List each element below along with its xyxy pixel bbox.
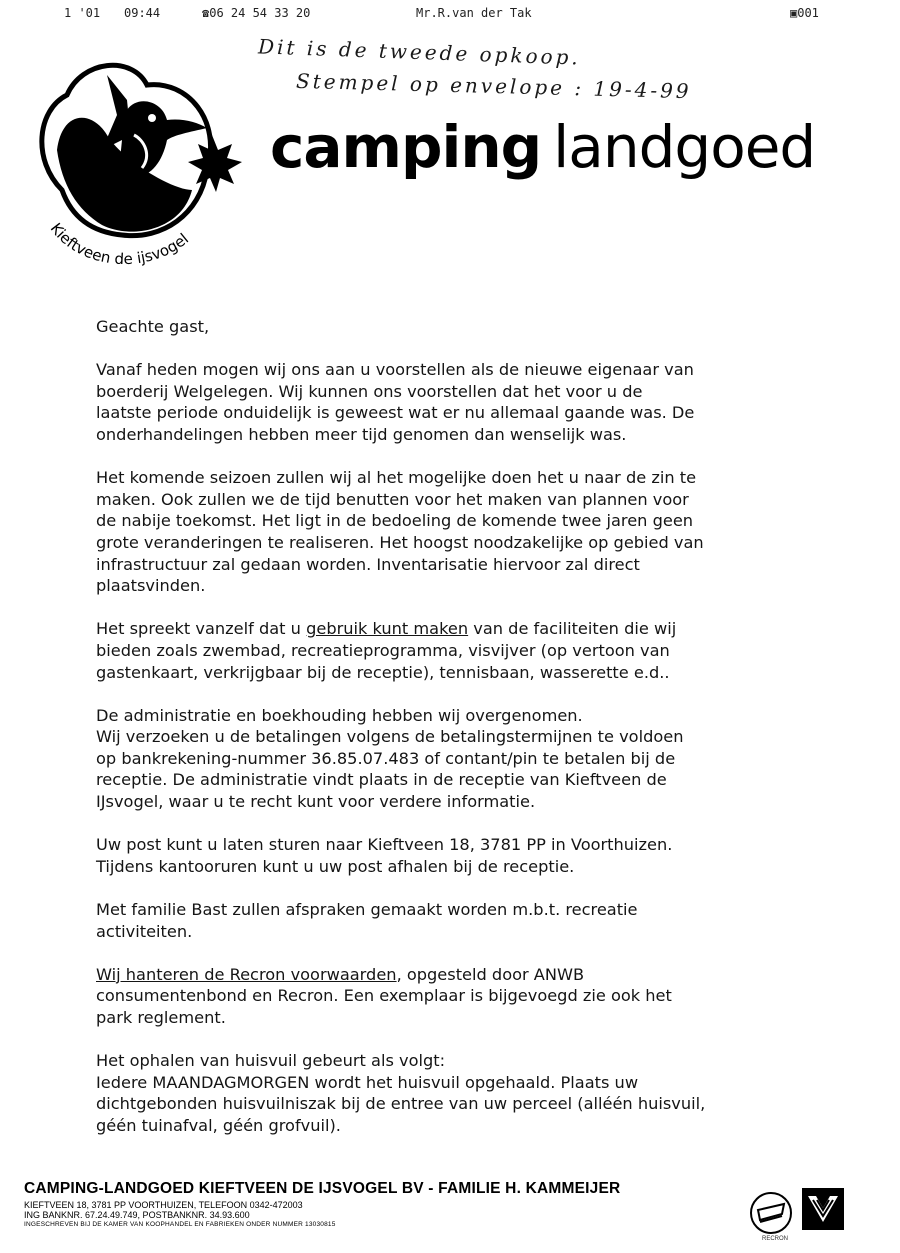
paragraph-recreation: Met familie Bast zullen afspraken gemaakt worden m.b.t. recreatie activiteiten. (96, 900, 638, 941)
paragraph-post: Uw post kunt u laten sturen naar Kieftveen 18, 3781 PP in Voorthuizen. Tijdens kantooruren kunt u uw post afhalen bij de receptie. (96, 835, 673, 876)
facilities-text-b: van de faciliteiten die wij bieden zoals zwembad, recreatieprogramma, visvijver (op vertoon van gastenkaart, verkrijgbaar bij de receptie), tennisbaan, wasserette e.d.. (96, 619, 677, 682)
vvv-badge-icon (800, 1186, 846, 1232)
fax-time: 09:44 (124, 6, 161, 20)
paragraph-administration: De administratie en boekhouding hebben wij overgenomen. Wij verzoeken u de betalingen volgens de betalingstermijnen te voldoen op bankrekening-nummer 36.85.07.483 of contant/pin te betalen bij de receptie. De administratie vindt plaats in de receptie van Kieftveen de IJsvogel, waar u te recht kunt voor verdere informatie. (96, 705, 684, 812)
paragraph-season-plans: Het komende seizoen zullen wij al het mogelijke doen het u naar de zin te maken. Ook zullen we de tijd benutten voor het maken van plannen voor de nabije toekomst. Het ligt in de bedoeling de komende twee jaren geen grote veranderingen te realiseren. Het hoogst noodzakelijke op gebied van infrastructuur zal gedaan worden. Inventarisatie hiervoor zal direct plaatsvinden. (96, 468, 704, 596)
facilities-underlined: gebruik kunt maken (306, 619, 469, 639)
fax-date: 1 '01 (64, 6, 101, 20)
handwritten-note-line1: Dit is de tweede opkoop. (257, 34, 582, 70)
brand-camping: camping (270, 113, 542, 181)
fax-sender: Mr.R.van der Tak (416, 6, 532, 20)
logo-arc-text-svg (22, 40, 252, 280)
fax-header (0, 6, 900, 24)
salutation: Geachte gast, (96, 317, 210, 336)
handwritten-note-line2: Stempel op envelope : 19-4-99 (295, 68, 692, 104)
recron-badge-label: RECRON (762, 1236, 789, 1242)
fax-page-number: ▣001 (790, 6, 819, 20)
facilities-text-a: Het spreekt vanzelf dat u (96, 619, 307, 639)
paragraph-introduction: Vanaf heden mogen wij ons aan u voorstellen als de nieuwe eigenaar van boerderij Welgelegen. Wij kunnen ons voorstellen dat het voor u de laatste periode onduidelijk is geweest wat er nu allemaal gaande was. De onderhandelingen hebben meer tijd genomen dan wenselijk was. (96, 360, 695, 444)
paragraph-facilities (96, 618, 796, 683)
svg-text:Kieftveen de ijsvogel (47, 220, 192, 269)
paragraph-waste: Het ophalen van huisvuil gebeurt als volgt: Iedere MAANDAGMORGEN wordt het huisvuil opgehaald. Plaats uw dichtgebonden huisvuilniszak bij de entree van uw perceel (alléén huisvuil, géén tuinafval, géén grofvuil). (96, 1051, 706, 1135)
footer-address: KIEFTVEEN 18, 3781 PP VOORTHUIZEN, TELEFOON 0342-472003 (24, 1200, 303, 1210)
logo-arc-text: Kieftveen de ijsvogel (46, 219, 192, 269)
letter-body (96, 316, 796, 1158)
paragraph-recron (96, 964, 796, 1029)
footer-bank: ING BANKNR. 67.24.49.749, POSTBANKNR. 34.93.600 (24, 1210, 250, 1220)
brand-wordmark (270, 112, 815, 182)
recron-text: , opgesteld door ANWB consumentenbond en Recron. Een exemplaar is bijgevoegd zie ook het park reglement. (96, 964, 672, 1027)
footer-registration: INGESCHREVEN BIJ DE KAMER VAN KOOPHANDEL EN FABRIEKEN ONDER NUMMER 13030815 (24, 1221, 336, 1228)
footer-company-name: CAMPING-LANDGOED KIEFTVEEN DE IJSVOGEL BV - FAMILIE H. KAMMEIJER (24, 1180, 621, 1197)
recron-badge-icon (748, 1190, 794, 1236)
brand-landgoed: landgoed (553, 113, 816, 181)
letterhead-footer (24, 1180, 744, 1228)
recron-underlined: Wij hanteren de Recron voorwaarden (96, 964, 397, 984)
kingfisher-logo (22, 40, 252, 280)
fax-phone: ☎06 24 54 33 20 (202, 6, 311, 20)
